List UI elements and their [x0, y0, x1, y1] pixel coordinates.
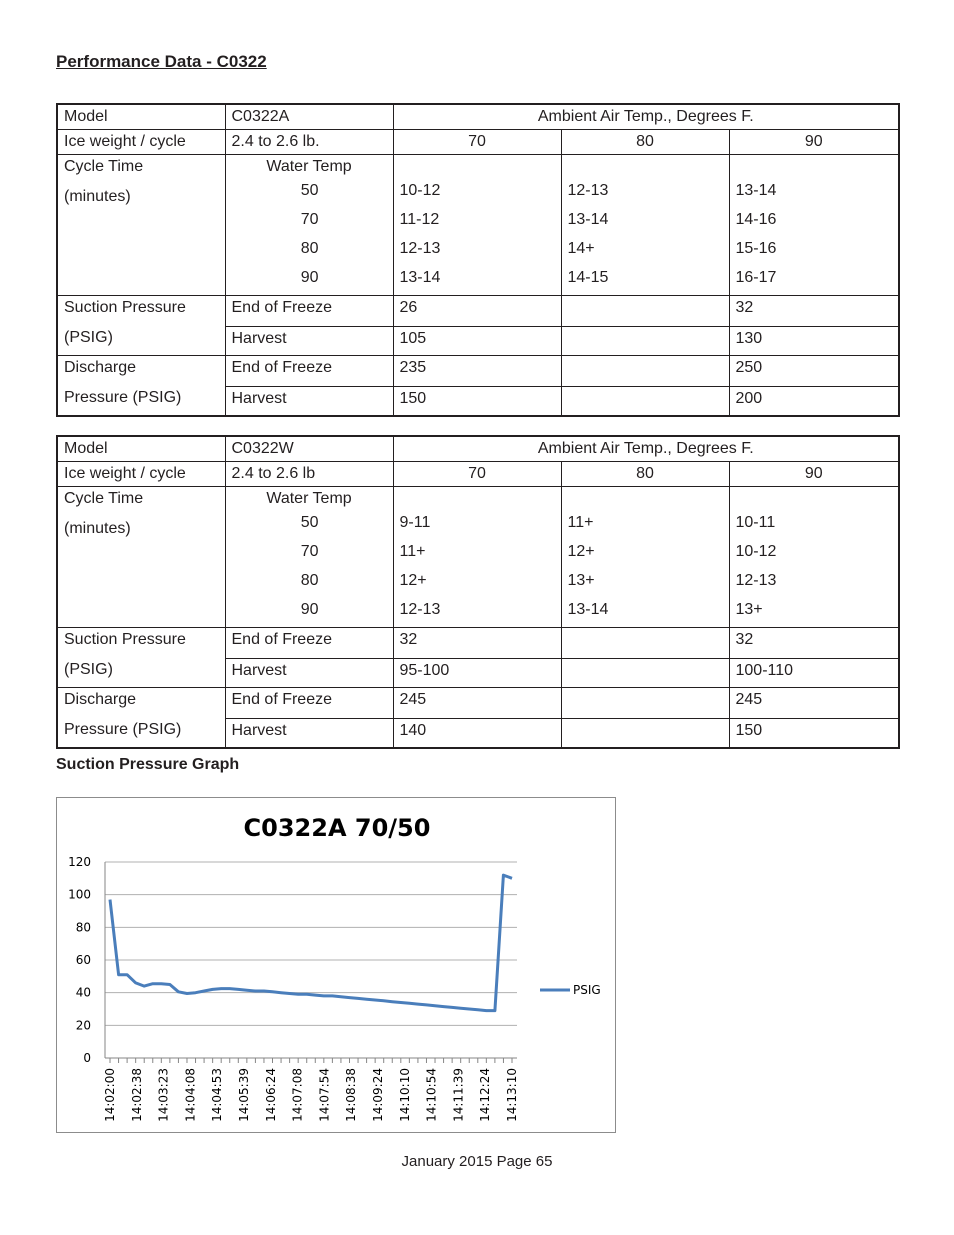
- water-temp-label: Water Temp: [266, 158, 352, 175]
- harvest-label: Harvest: [225, 659, 393, 688]
- table-row-discharge-eof: [57, 356, 899, 387]
- page-heading: Performance Data - C0322: [56, 52, 267, 71]
- ambient-label: Ambient Air Temp., Degrees F.: [393, 436, 899, 462]
- x-tick-label: 14:10:10: [397, 1068, 412, 1122]
- eof-label: End of Freeze: [225, 296, 393, 327]
- cycle-time-value: 13-14: [399, 269, 441, 286]
- table-row-discharge-eof: [57, 688, 899, 719]
- cycle-time-value: 11-12: [399, 211, 440, 228]
- y-tick-label: 120: [68, 855, 91, 869]
- discharge-harvest-value: 140: [393, 719, 561, 749]
- cycle-time-value: 12-13: [735, 572, 777, 589]
- table-row-suction-eof: [57, 296, 899, 327]
- model-label: Model: [57, 436, 225, 462]
- harvest-label: Harvest: [225, 719, 393, 749]
- x-tick-label: 14:02:00: [103, 1068, 117, 1122]
- water-temp-value: 90: [300, 601, 319, 618]
- water-temp-value: 80: [300, 572, 319, 589]
- ice-value: 2.4 to 2.6 lb: [225, 462, 393, 487]
- cycle-time-column: [729, 155, 899, 296]
- discharge-label: Discharge Pressure (PSIG): [57, 688, 225, 749]
- cycle-time-column: [561, 155, 729, 296]
- x-tick-label: 14:11:39: [451, 1068, 466, 1122]
- water-temp-column: [225, 487, 393, 628]
- table-row-cycle: [57, 155, 899, 296]
- water-temp-value: 90: [300, 269, 319, 286]
- y-tick-label: 0: [83, 1051, 91, 1065]
- cycle-time-value: 16-17: [735, 269, 777, 286]
- model-value: C0322A: [225, 104, 393, 130]
- page-footer: January 2015 Page 65: [401, 1153, 553, 1170]
- cycle-time-column: [561, 487, 729, 628]
- table-row-ice: [57, 130, 899, 155]
- discharge-eof-value: 245: [729, 688, 899, 719]
- y-tick-label: 100: [68, 887, 91, 902]
- graph-heading: Suction Pressure Graph: [56, 756, 240, 773]
- ambient-80: 80: [561, 462, 729, 487]
- cycle-time-value: 10-11: [735, 514, 776, 531]
- discharge-eof-value: 250: [729, 356, 899, 387]
- cycle-time-value: 13-14: [567, 211, 609, 228]
- water-temp-value: 80: [300, 240, 319, 257]
- model-value: C0322W: [225, 436, 393, 462]
- discharge-label: Discharge Pressure (PSIG): [57, 356, 225, 417]
- eof-label: End of Freeze: [225, 356, 393, 387]
- table-row-ice: [57, 462, 899, 487]
- cycle-time-value: 11+: [567, 514, 594, 531]
- discharge-eof-value: [561, 688, 729, 719]
- x-tick-label: 14:07:08: [290, 1068, 305, 1122]
- series-line-psig: [110, 875, 512, 1011]
- x-tick-label: 14:04:53: [210, 1068, 225, 1122]
- water-temp-value: 70: [300, 211, 319, 228]
- discharge-harvest-value: 150: [729, 719, 899, 749]
- eof-label: End of Freeze: [225, 688, 393, 719]
- ambient-70: 70: [393, 462, 561, 487]
- cycle-time-value: 12-13: [399, 601, 441, 618]
- cycle-label: Cycle Time (minutes): [57, 487, 225, 628]
- suction-eof-value: 32: [729, 628, 899, 659]
- suction-harvest-value: 100-110: [729, 659, 899, 688]
- cycle-time-value: 12+: [399, 572, 427, 589]
- cycle-time-value: 10-12: [735, 543, 777, 560]
- cycle-time-column: [393, 487, 561, 628]
- x-tick-label: 14:04:08: [183, 1068, 198, 1122]
- cycle-time-value: 13-14: [567, 601, 609, 618]
- performance-table-w: [56, 435, 900, 749]
- y-tick-label: 80: [75, 920, 91, 935]
- table-row-model: [57, 104, 899, 130]
- discharge-eof-value: 235: [393, 356, 561, 387]
- suction-harvest-value: 130: [729, 327, 899, 356]
- x-tick-label: 14:05:39: [237, 1068, 251, 1122]
- ice-label: Ice weight / cycle: [57, 462, 225, 487]
- suction-harvest-value: [561, 327, 729, 356]
- discharge-harvest-value: 200: [729, 387, 899, 417]
- legend-label: PSIG: [573, 983, 601, 997]
- water-temp-value: 50: [300, 182, 319, 199]
- cycle-time-value: 13+: [735, 601, 763, 618]
- ambient-70: 70: [393, 130, 561, 155]
- cycle-time-value: 15-16: [735, 240, 777, 257]
- cycle-time-value: 12-13: [399, 240, 441, 257]
- ambient-90: 90: [729, 130, 899, 155]
- water-temp-label: Water Temp: [266, 490, 352, 507]
- eof-label: End of Freeze: [225, 628, 393, 659]
- suction-eof-value: [561, 296, 729, 327]
- ambient-80: 80: [561, 130, 729, 155]
- y-tick-label: 60: [75, 953, 91, 967]
- suction-eof-value: [561, 628, 729, 659]
- y-tick-label: 20: [75, 1018, 91, 1033]
- ice-label: Ice weight / cycle: [57, 130, 225, 155]
- cycle-time-value: 9-11: [399, 514, 431, 531]
- table-row-cycle: [57, 487, 899, 628]
- suction-eof-value: 32: [393, 628, 561, 659]
- chart-svg: [57, 798, 617, 1134]
- suction-eof-value: 26: [393, 296, 561, 327]
- cycle-label: Cycle Time (minutes): [57, 155, 225, 296]
- discharge-harvest-value: [561, 719, 729, 749]
- suction-pressure-chart: [56, 797, 616, 1133]
- performance-table-a: [56, 103, 900, 417]
- ice-value: 2.4 to 2.6 lb.: [225, 130, 393, 155]
- x-tick-label: 14:06:24: [263, 1068, 278, 1122]
- ambient-90: 90: [729, 462, 899, 487]
- water-temp-column: [225, 155, 393, 296]
- x-tick-label: 14:08:38: [344, 1068, 359, 1122]
- suction-eof-value: 32: [729, 296, 899, 327]
- cycle-time-value: 13+: [567, 572, 595, 589]
- y-tick-label: 40: [75, 985, 91, 1000]
- table-row-suction-eof: [57, 628, 899, 659]
- suction-label: Suction Pressure (PSIG): [57, 296, 225, 356]
- cycle-time-value: 12+: [567, 543, 595, 560]
- cycle-time-column: [393, 155, 561, 296]
- suction-harvest-value: [561, 659, 729, 688]
- discharge-harvest-value: [561, 387, 729, 417]
- suction-harvest-value: 105: [393, 327, 561, 356]
- x-tick-label: 14:02:38: [129, 1068, 144, 1122]
- cycle-time-value: 11+: [399, 543, 426, 560]
- cycle-time-value: 13-14: [735, 182, 777, 199]
- water-temp-value: 50: [300, 514, 319, 531]
- cycle-time-value: 12-13: [567, 182, 609, 199]
- cycle-time-column: [729, 487, 899, 628]
- x-tick-label: 14:03:23: [156, 1068, 171, 1122]
- harvest-label: Harvest: [225, 387, 393, 417]
- cycle-time-value: 14-15: [567, 269, 609, 286]
- x-tick-label: 14:10:54: [424, 1068, 439, 1122]
- chart-title: C0322A 70/50: [243, 814, 431, 842]
- x-tick-label: 14:09:24: [371, 1068, 385, 1122]
- cycle-time-value: 10-12: [399, 182, 441, 199]
- discharge-harvest-value: 150: [393, 387, 561, 417]
- cycle-time-value: 14-16: [735, 211, 777, 228]
- discharge-eof-value: [561, 356, 729, 387]
- cycle-time-value: 14+: [567, 240, 595, 257]
- suction-label: Suction Pressure (PSIG): [57, 628, 225, 688]
- table-row-model: [57, 436, 899, 462]
- model-label: Model: [57, 104, 225, 130]
- discharge-eof-value: 245: [393, 688, 561, 719]
- x-tick-label: 14:13:10: [505, 1068, 519, 1122]
- harvest-label: Harvest: [225, 327, 393, 356]
- x-tick-label: 14:07:54: [317, 1068, 332, 1122]
- water-temp-value: 70: [300, 543, 319, 560]
- x-tick-label: 14:12:24: [478, 1068, 493, 1122]
- suction-harvest-value: 95-100: [393, 659, 561, 688]
- ambient-label: Ambient Air Temp., Degrees F.: [393, 104, 899, 130]
